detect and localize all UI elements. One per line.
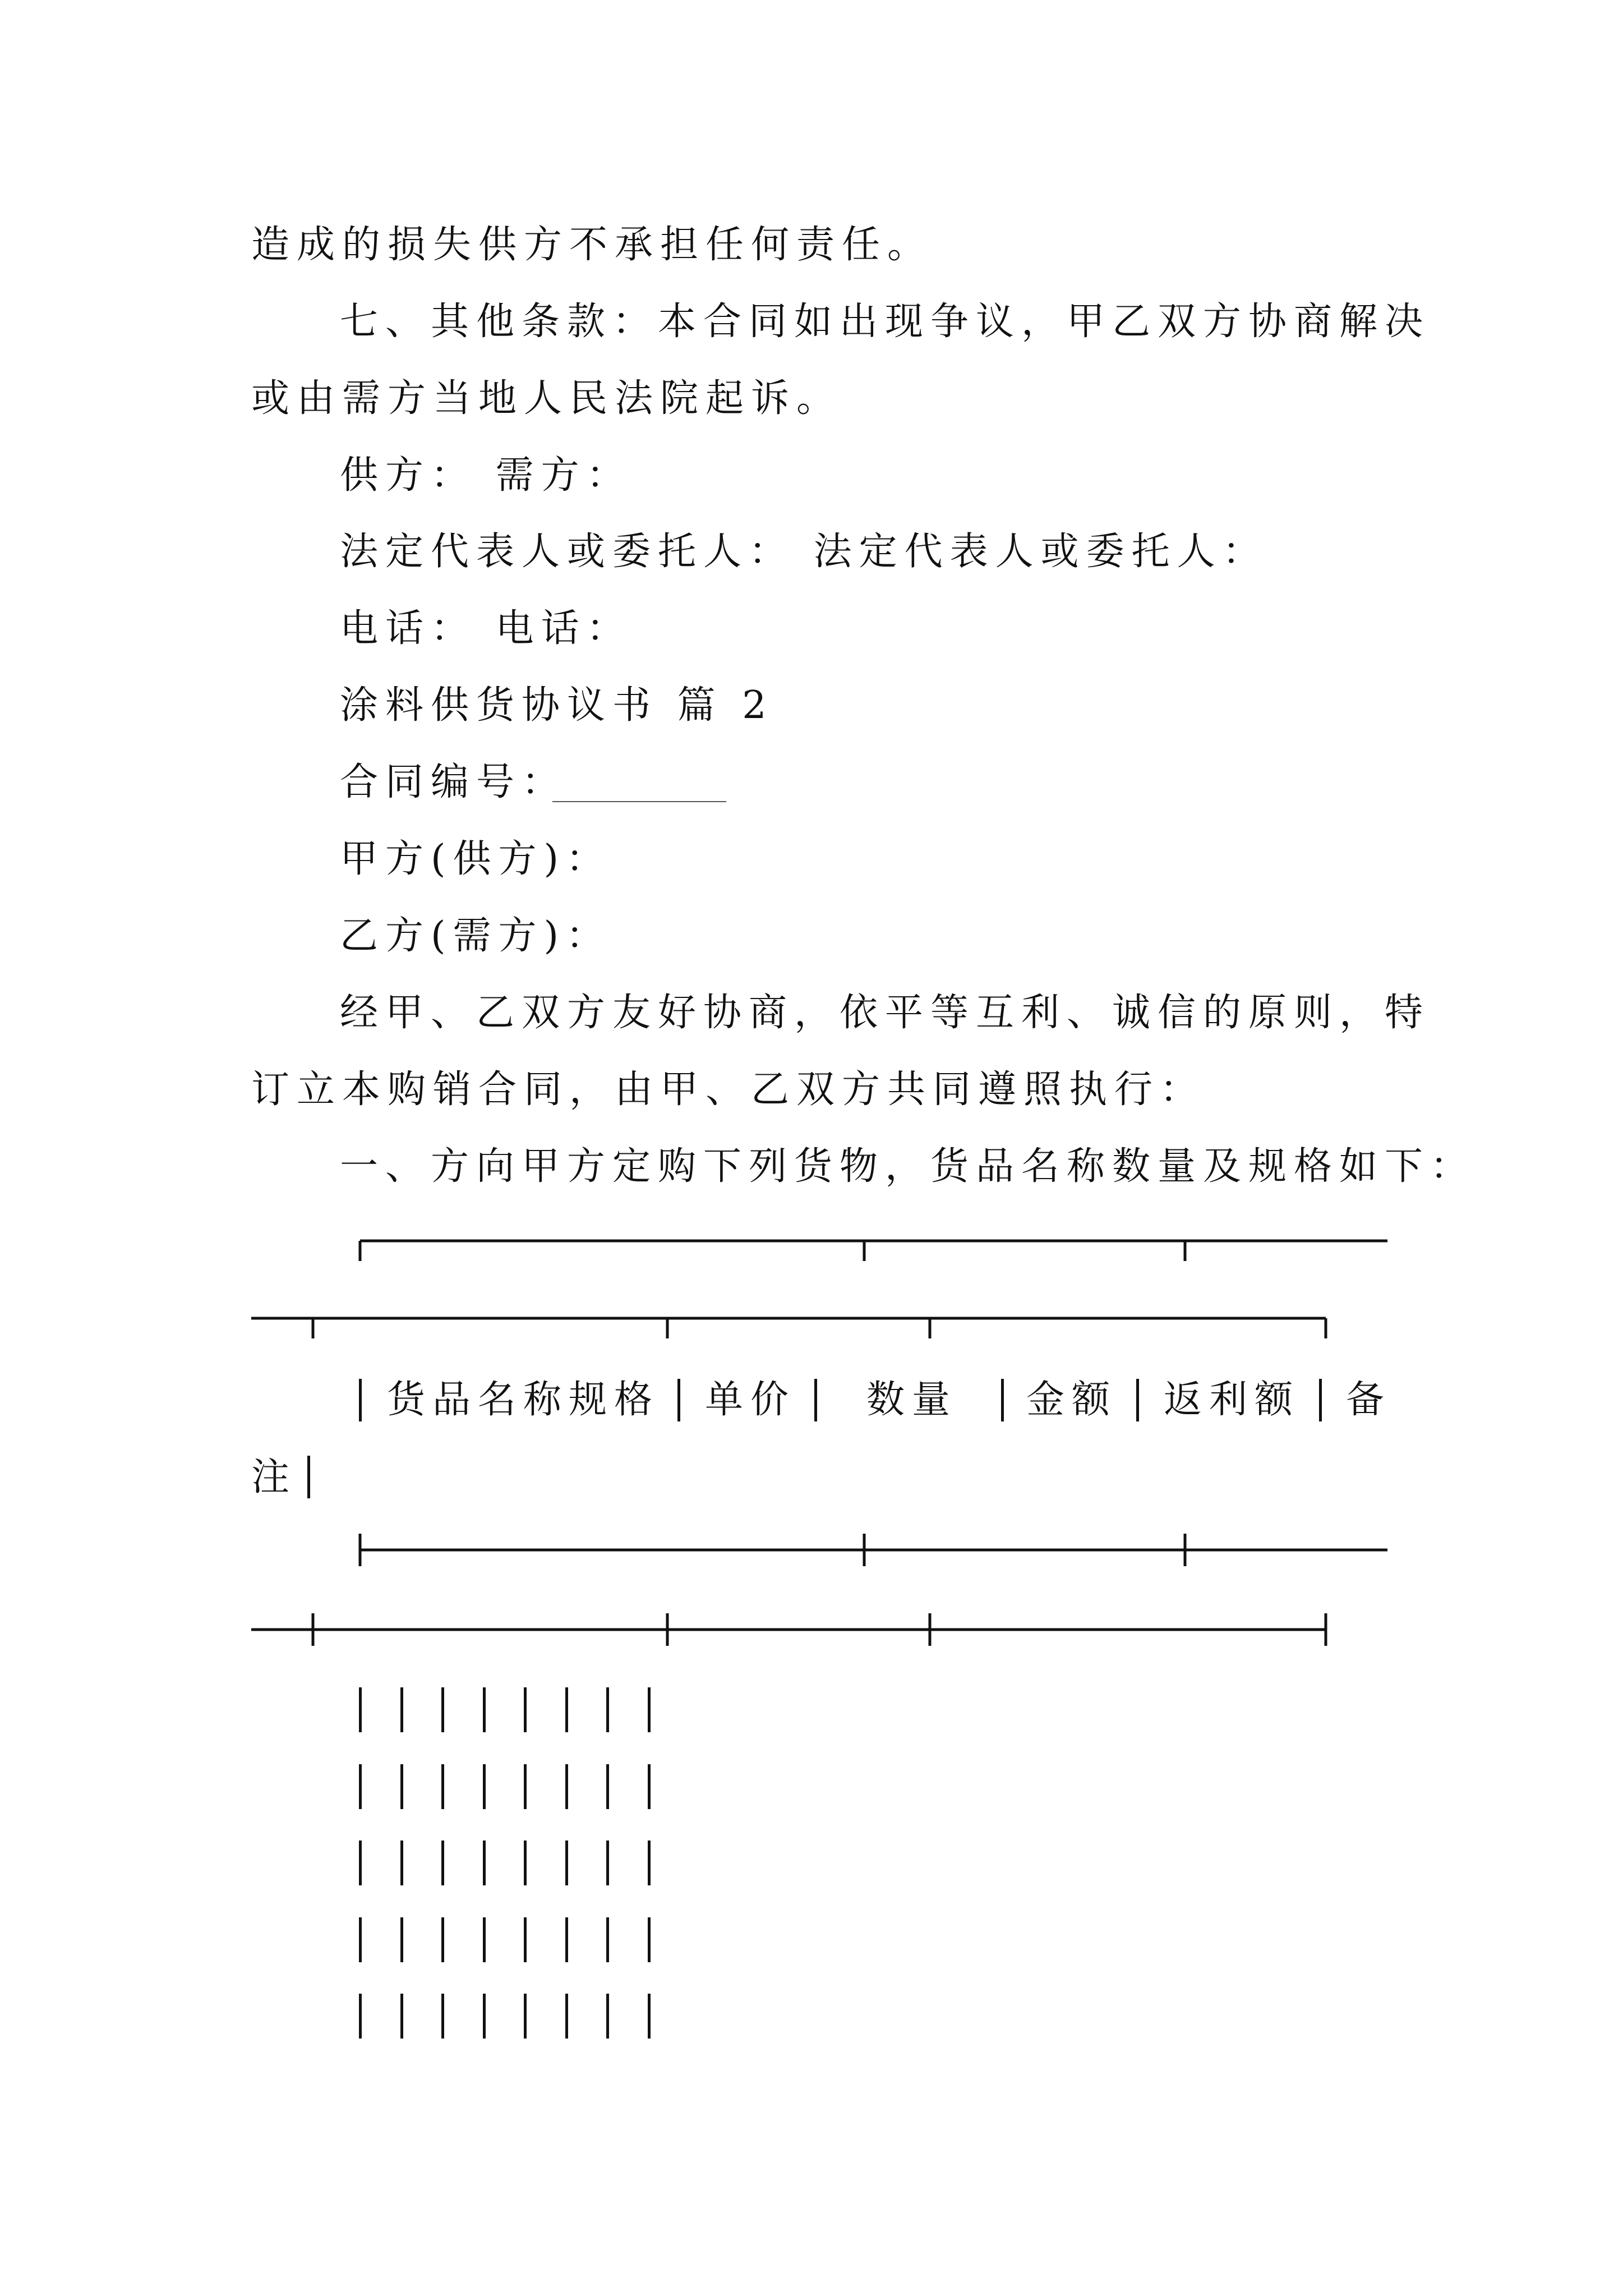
table-cell-divider bbox=[565, 1841, 568, 1885]
table-cell-divider bbox=[606, 1917, 609, 1962]
table-cell-divider bbox=[400, 1841, 403, 1885]
table-header-rebate: 返利额 bbox=[1164, 1378, 1301, 1422]
table-cell-divider bbox=[359, 1687, 362, 1732]
party-b-label: 乙方(需方)： bbox=[340, 914, 612, 958]
table-header-qty: 数量 bbox=[866, 1378, 958, 1422]
table-cell-divider bbox=[648, 1994, 651, 2039]
table-cell-divider bbox=[524, 1841, 527, 1885]
table-cell-divider bbox=[648, 1764, 651, 1809]
table-cell-divider bbox=[483, 1917, 486, 1962]
table-cell-divider bbox=[400, 1994, 403, 2039]
table-bar bbox=[359, 1379, 362, 1421]
table-cell-divider bbox=[359, 1994, 362, 2039]
table-cell-divider bbox=[524, 1917, 527, 1962]
table-cell-divider bbox=[400, 1687, 403, 1732]
paragraph-preamble-cont: 订立本购销合同，由甲、乙双方共同遵照执行： bbox=[251, 1068, 1206, 1112]
table-cell-divider bbox=[359, 1917, 362, 1962]
signature-parties: 供方： 需方： bbox=[340, 453, 632, 498]
table-cell-divider bbox=[606, 1841, 609, 1885]
table-cell-divider bbox=[400, 1764, 403, 1809]
contract-number-label: 合同编号： bbox=[340, 760, 568, 804]
table-cell-divider bbox=[524, 1764, 527, 1809]
section-title: 涂料供货协议书 篇 2 bbox=[340, 683, 774, 728]
table-cell-divider bbox=[483, 1841, 486, 1885]
table-cell-divider bbox=[565, 1994, 568, 2039]
table-header-amount: 金额 bbox=[1026, 1378, 1118, 1422]
paragraph-goods-order: 一、方向甲方定购下列货物，货品名称数量及规格如下： bbox=[340, 1144, 1476, 1189]
table-cell-divider bbox=[359, 1841, 362, 1885]
table-cell-divider bbox=[483, 1994, 486, 2039]
table-cell-divider bbox=[441, 1841, 444, 1885]
table-cell-divider bbox=[441, 1687, 444, 1732]
table-cell-divider bbox=[441, 1994, 444, 2039]
paragraph-other-terms: 七、其他条款：本合同如出现争议，甲乙双方协商解决 bbox=[340, 300, 1431, 344]
signature-representatives: 法定代表人或委托人： 法定代表人或委托人： bbox=[340, 530, 1268, 574]
table-top-border bbox=[251, 1241, 1387, 1338]
table-cell-divider bbox=[565, 1764, 568, 1809]
table-header-name: 货品名称规格 bbox=[387, 1378, 660, 1422]
table-cell-divider bbox=[648, 1841, 651, 1885]
table-bar bbox=[1319, 1379, 1322, 1421]
table-cell-divider bbox=[565, 1687, 568, 1732]
table-cell-divider bbox=[524, 1687, 527, 1732]
table-cell-divider bbox=[606, 1687, 609, 1732]
table-bar bbox=[677, 1379, 680, 1421]
table-bar bbox=[307, 1456, 310, 1498]
paragraph-other-terms-cont: 或由需方当地人民法院起诉。 bbox=[251, 376, 842, 421]
table-cell-divider bbox=[483, 1764, 486, 1809]
table-cell-divider bbox=[441, 1917, 444, 1962]
table-cell-divider bbox=[648, 1917, 651, 1962]
table-cell-divider bbox=[359, 1764, 362, 1809]
table-header-separator bbox=[251, 1534, 1387, 1646]
table-bar bbox=[1136, 1379, 1139, 1421]
table-header-note-part2: 注 bbox=[251, 1455, 297, 1499]
table-header-price: 单价 bbox=[705, 1378, 796, 1422]
paragraph-liability-end: 造成的损失供方不承担任何责任。 bbox=[251, 223, 933, 267]
signature-phones: 电话： 电话： bbox=[340, 606, 632, 651]
table-header-note-part1: 备 bbox=[1346, 1378, 1392, 1422]
paragraph-preamble: 经甲、乙双方友好协商，依平等互利、诚信的原则，特 bbox=[340, 991, 1431, 1035]
table-cell-divider bbox=[565, 1917, 568, 1962]
table-cell-divider bbox=[441, 1764, 444, 1809]
table-cell-divider bbox=[648, 1687, 651, 1732]
table-bar bbox=[814, 1379, 817, 1421]
table-cell-divider bbox=[606, 1994, 609, 2039]
table-cell-divider bbox=[483, 1687, 486, 1732]
table-cell-divider bbox=[400, 1917, 403, 1962]
table-cell-divider bbox=[524, 1994, 527, 2039]
table-bar bbox=[1001, 1379, 1004, 1421]
contract-number-blank bbox=[552, 801, 726, 802]
party-a-label: 甲方(供方)： bbox=[340, 837, 612, 881]
table-cell-divider bbox=[606, 1764, 609, 1809]
